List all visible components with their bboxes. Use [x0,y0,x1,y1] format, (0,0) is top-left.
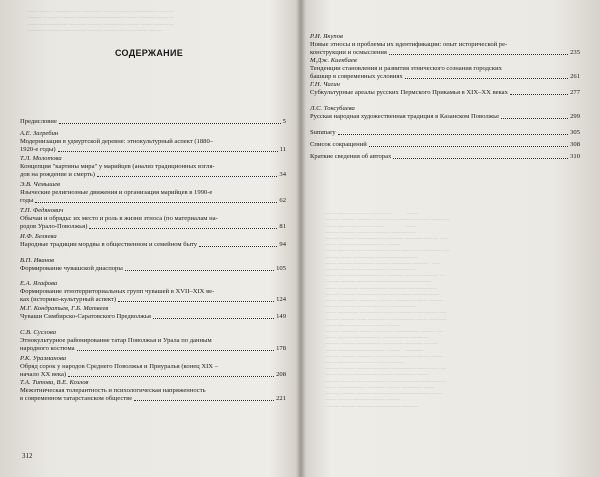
toc-title-line: Субкультурные ареалы русских Пермского Прикамья в XIX–XX веках [310,89,508,96]
toc-entry [20,118,286,126]
toc-entry [310,33,580,57]
toc-title-line: ках (историко-культурный аспект) [20,296,117,303]
toc-entry [310,81,580,97]
toc-author: Е.А. Ягафова [20,280,58,287]
toc-page-number: 62 [279,197,286,204]
toc-author: А.Е. Загребин [20,130,59,137]
toc-page-number: 305 [570,129,580,136]
toc-leader-dots [134,400,274,401]
toc-title-line: Предисловие [20,118,57,125]
toc-page-number: 235 [570,49,580,56]
toc-title-line: начало XX века) [20,371,67,378]
page-number: 312 [22,452,33,460]
toc-title-line: Народные традиции мордвы в общественном и семейном быту [20,241,198,248]
toc-entry [20,130,286,154]
toc-entry [20,207,286,231]
toc-title-line: в современном татарстанском обществе [20,395,133,402]
toc-title-line: Модернизация в удмуртской деревне: этнокультурный аспект (1880– [20,138,214,145]
toc-entry [20,280,286,304]
toc-page-number: 94 [279,241,286,248]
toc-title-line: Новые этносы и проблемы их идентификации: опыт исторической ре- [310,41,508,48]
toc-entry [310,105,580,121]
toc-author: И.Ф. Беляева [20,233,57,240]
toc-page-number: 221 [276,395,286,402]
toc-title-line: Список сокращений [310,141,367,148]
page-title: СОДЕРЖАНИЕ [114,48,184,58]
toc-leader-dots [97,176,277,177]
toc-page-number: 178 [276,345,286,352]
toc-page-number: 149 [276,313,286,320]
toc-title-line: родов Урало-Поволжья) [20,223,88,230]
toc-page-number: 308 [570,141,580,148]
toc-title-line: Тенденции становления и развития этнического сознания городских [310,65,502,72]
left-page [0,0,298,477]
toc-page-number: 277 [570,89,580,96]
toc-author: Т.П. Федянович [20,207,64,214]
toc-author: М.Дж. Киекбаев [310,57,357,64]
toc-leader-dots [338,134,568,135]
toc-author: С.В. Суслова [20,329,56,336]
toc-leader-dots [501,118,568,119]
toc-entry [310,57,580,81]
toc-entry [20,379,286,403]
toc-author: Э.В. Чемышев [20,181,61,188]
toc-leader-dots [389,54,568,55]
toc-entry [310,129,580,137]
toc-title-line: Обряд сорок у народов Среднего Поволжья и Приуралья (конец XIX – [20,363,219,370]
toc-leader-dots [393,158,568,159]
toc-page-number: 34 [279,171,286,178]
toc-author: М.Г. Кондратьев, Г.Б. Матвеев [20,305,109,312]
toc-title-line: годы [20,197,34,204]
toc-title-line: Обычаи и обряды: их место и роль в жизни этноса (по материалам на- [20,215,218,222]
bleed-through-text: ─── ───────── ────── ─── ──── ──── ───── ────── ───── ──── ───── ─── ────── ─────── ─── ──── ──── ──── ───── ─────── ──── ──── ─────── ────── ───── ──── ── ─── ──── ───────── ──── ─── ───── ──── ──────── ──── ─────── ── ──── ─── ────── ──────────── ─── ──── ────── ──── ────── ──── ── ──── ──── ──── ───── ─────── ─── ──── ───────── ───── ─── ────── ─ ──── ──── ───── ────── ───── ──── ─── ────── ──────── ───── ──────── ──── ──── ─────── ──── ──── ──── ─── ─── ────── ───── ──── ────── ─── ──── ──── ──── ──── ───── ─────── ─── ────── ────── ──── ──── ─────── ── ──── ──── ─── ───── ──────── ─── ───── ─── ──── ───────── ──── ──── ───── ──── ───── ─────── ──── ── ─── ──── ──────── ──── ─── ───── ──── ──── ─────── ────── ───── ──── ─── ──── ───────── ──── ───── ──── ──── ───── ────── ───── ──── ─── ─── ──── ─────── ─────── ──── ──── ──── ───── ─────── ────── ── ─── ──── ─────── ──── ────── ─── ──── ──── ───── ──── ──────── ─── ──── ─── ──────── ───── ──── ────── ─── ──── ──── ──── ─────── ───── ──── ─── ─── ──── ───────── ──── ──── ──── ───── ─────── ───── [325,212,450,410]
toc-page-number: 310 [570,153,580,160]
toc-title-line: Чуваши Симбирско-Саратовского Предволжья [20,313,151,320]
right-page [304,0,600,477]
toc-author: В.П. Иванов [20,257,55,264]
toc-leader-dots [369,146,568,147]
toc-leader-dots [405,78,568,79]
toc-title-line: башкир в современных условиях [310,73,403,80]
toc-entry [20,181,286,205]
toc-author: Р.И. Якупов [310,33,343,40]
toc-title-line: Краткие сведения об авторах [310,153,392,160]
toc-leader-dots [58,151,278,152]
toc-page-number: 105 [276,265,286,272]
toc-title-line: Этнокультурное районирование татар Поволжья и Урала по данным [20,337,212,344]
toc-author: Р.К. Уразманова [20,355,67,362]
toc-entry [20,233,286,249]
toc-page-number: 299 [570,113,580,120]
toc-author: Т.Л. Молотова [20,155,62,162]
toc-leader-dots [153,318,274,319]
toc-entry [20,257,286,273]
bleed-through-text: ─── ──── ─────── ────── ─── ──── ──────── ──── ──── ───── ──── ───── ──────── ─── ───── ───── ─── ──────── ───── ──── ────── ──── ─── ────── ───── ──── ─────── ──── ──── ──────── ──── [27,10,175,34]
toc-page-number: 261 [570,73,580,80]
toc-leader-dots [68,376,274,377]
toc-title-line: Русская народная художественная традиция в Казанском Поволжье [310,113,500,120]
toc-page-number: 208 [276,371,286,378]
toc-page-number: 124 [276,296,286,303]
toc-title-line: Языческие религиозные движения и организация марийцев в 1990-е [20,189,213,196]
toc-leader-dots [510,94,568,95]
toc-entry [20,155,286,179]
toc-entry [310,141,580,149]
toc-title-line: Межэтническая толерантность и психологическая напряженность [20,387,206,394]
toc-author: Л.С. Токсубаева [310,105,355,112]
toc-leader-dots [125,270,274,271]
toc-title-line: дов на рождение и смерть) [20,171,95,178]
toc-author: Т.А. Титова, В.Е. Козлов [20,379,89,386]
toc-leader-dots [89,228,277,229]
toc-leader-dots [118,301,274,302]
toc-leader-dots [77,350,275,351]
toc-page-number: 5 [282,118,286,125]
toc-title-line: народного костюма [20,345,75,352]
toc-author: Г.Н. Чагин [310,81,340,88]
toc-entry [20,355,286,379]
toc-title-line: 1920-е годы) [20,146,56,153]
toc-title-line: Summary [310,129,336,136]
toc-entry [310,153,580,161]
toc-page-number: 81 [279,223,286,230]
toc-leader-dots [59,123,281,124]
toc-title-line: Формирование этнотерриториальных групп чувашей в XVII–XIX ве- [20,288,215,295]
toc-entry [20,305,286,321]
toc-leader-dots [35,202,277,203]
toc-title-line: Концепция "картины мира" у марийцев (анализ традиционных взгля- [20,163,215,170]
toc-title-line: конструкции и осмысления [310,49,387,56]
toc-title-line: Формирование чувашской диаспоры [20,265,123,272]
toc-leader-dots [199,246,277,247]
toc-entry [20,329,286,353]
toc-page-number: 11 [279,146,286,153]
